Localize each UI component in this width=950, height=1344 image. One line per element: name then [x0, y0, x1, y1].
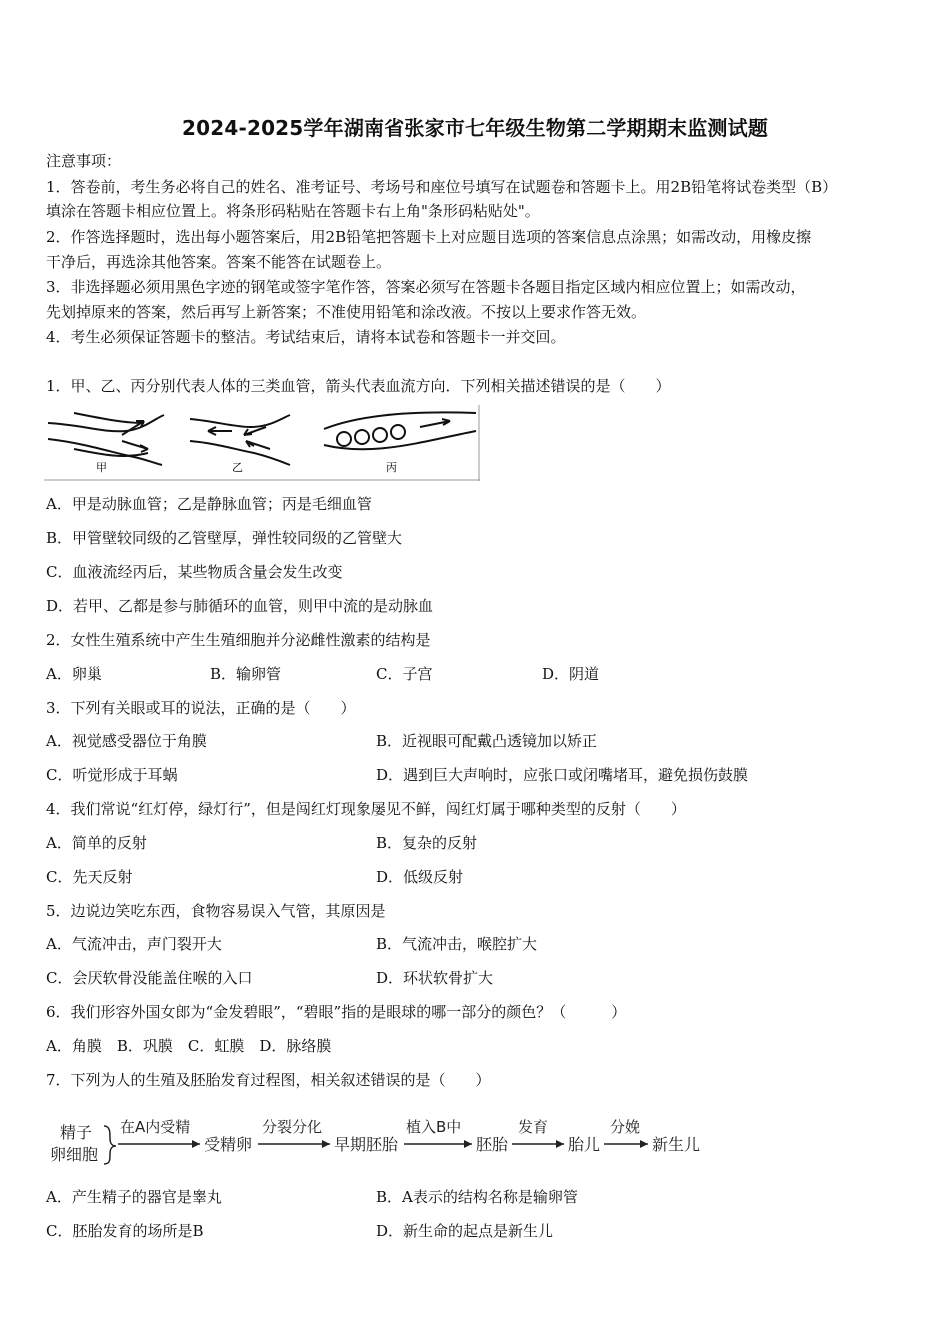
q4-option-a: A．简单的反射: [46, 834, 147, 852]
q3-option-d: D．遇到巨大声响时，应张口或闭嘴堵耳，避免损伤鼓膜: [376, 766, 749, 784]
q4-option-c: C．先天反射: [46, 868, 133, 886]
q4-option-b: B．复杂的反射: [376, 834, 478, 852]
flow-arrow-label-4: 发育: [518, 1118, 549, 1136]
q5-option-d: D．环状软骨扩大: [376, 969, 494, 987]
notice-line: 4．考生必须保证答题卡的整洁。考试结束后，请将本试卷和答题卡一并交回。: [46, 328, 566, 346]
q2-stem: 2．女性生殖系统中产生生殖细胞并分泌雌性激素的结构是: [46, 631, 431, 649]
q1-option-a: A．甲是动脉血管；乙是静脉血管；丙是毛细血管: [46, 495, 372, 513]
q5-option-a: A．气流冲击，声门裂开大: [46, 935, 222, 953]
flow-node-3: 胚胎: [476, 1135, 509, 1154]
flow-node-4: 胎儿: [568, 1135, 601, 1154]
reproduction-flow-figure: [44, 1108, 724, 1168]
blood-vessel-figure: [44, 405, 480, 481]
q3-stem: 3．下列有关眼或耳的说法，正确的是（ ）: [46, 699, 356, 717]
flow-node-1: 受精卵: [204, 1135, 253, 1154]
flow-brace: [104, 1126, 116, 1164]
fig-label-jia: 甲: [96, 461, 107, 474]
flow-node-2: 早期胚胎: [334, 1135, 399, 1154]
q1-option-d: D．若甲、乙都是参与肺循环的血管，则甲中流的是动脉血: [46, 597, 434, 615]
q3-option-c: C．听觉形成于耳蜗: [46, 766, 178, 784]
q7-option-c: C．胚胎发育的场所是B: [46, 1222, 204, 1240]
q3-option-b: B．近视眼可配戴凸透镜加以矫正: [376, 732, 598, 750]
notice-line: 干净后，再选涂其他答案。答案不能答在试题卷上。: [46, 253, 392, 271]
q1-option-b: B．甲管壁较同级的乙管壁厚，弹性较同级的乙管壁大: [46, 529, 403, 547]
notice-heading: 注意事项：: [46, 152, 122, 170]
q6-stem: 6．我们形容外国女郎为“金发碧眼”，“碧眼”指的是眼球的哪一部分的颜色？（ ）: [46, 1003, 627, 1021]
q5-option-c: C．会厌软骨没能盖住喉的入口: [46, 969, 253, 987]
flow-arrow-label-5: 分娩: [610, 1118, 641, 1136]
q1-option-c: C．血液流经丙后，某些物质含量会发生改变: [46, 563, 343, 581]
q5-stem: 5．边说边笑吃东西，食物容易误入气管，其原因是: [46, 902, 386, 920]
notice-line: 1．答卷前，考生务必将自己的姓名、准考证号、考场号和座位号填写在试题卷和答题卡上。用2B铅笔将试卷类型（B）: [46, 178, 838, 196]
notice-line: 先划掉原来的答案，然后再写上新答案；不准使用铅笔和涂改液。不按以上要求作答无效。: [46, 303, 647, 321]
q7-stem: 7．下列为人的生殖及胚胎发育过程图，相关叙述错误的是（ ）: [46, 1071, 491, 1089]
flow-egg: 卵细胞: [50, 1145, 99, 1164]
q1-stem: 1．甲、乙、丙分别代表人体的三类血管，箭头代表血流方向．下列相关描述错误的是（ ）: [46, 377, 671, 395]
q2-option-d: D．阴道: [542, 665, 600, 683]
flow-arrow-label-3: 植入B中: [406, 1118, 462, 1136]
q2-option-c: C．子宫: [376, 665, 433, 683]
flow-sperm: 精子: [60, 1123, 93, 1142]
blood-vessel-diagram: [44, 405, 480, 481]
q7-option-a: A．产生精子的器官是睾丸: [46, 1188, 222, 1206]
q4-option-d: D．低级反射: [376, 868, 464, 886]
page-title: 2024-2025学年湖南省张家市七年级生物第二学期期末监测试题: [181, 116, 769, 140]
fig-label-yi: 乙: [232, 461, 243, 474]
q2-option-b: B．输卵管: [210, 665, 282, 683]
q3-option-a: A．视觉感受器位于角膜: [46, 732, 207, 750]
reproduction-flow-diagram: [44, 1108, 724, 1168]
q6-options: A．角膜 B．巩膜 C．虹膜 D．脉络膜: [46, 1037, 332, 1055]
notice-line: 填涂在答题卡相应位置上。将条形码粘贴在答题卡右上角"条形码粘贴处"。: [46, 202, 540, 220]
flow-arrow-label-2: 分裂分化: [262, 1118, 323, 1136]
q5-option-b: B．气流冲击，喉腔扩大: [376, 935, 538, 953]
flow-arrow-label-1: 在A内受精: [120, 1118, 191, 1136]
fig-label-bing: 丙: [386, 461, 397, 474]
vessel-jia-upper: [48, 415, 164, 431]
q2-option-a: A．卵巢: [46, 665, 102, 683]
flow-node-5: 新生儿: [652, 1135, 701, 1154]
q7-option-b: B．A表示的结构名称是输卵管: [376, 1188, 578, 1206]
q7-option-d: D．新生命的起点是新生儿: [376, 1222, 554, 1240]
notice-line: 3．非选择题必须用黑色字迹的钢笔或签字笔作答，答案必须写在答题卡各题目指定区域内相应位置上；如需改动，: [46, 278, 806, 296]
notice-line: 2．作答选择题时，选出每小题答案后，用2B铅笔把答题卡上对应题目选项的答案信息点涂黑；如需改动，用橡皮擦: [46, 228, 812, 246]
q4-stem: 4．我们常说“红灯停，绿灯行”，但是闯红灯现象屡见不鲜，闯红灯属于哪种类型的反射（ ）: [46, 800, 686, 818]
